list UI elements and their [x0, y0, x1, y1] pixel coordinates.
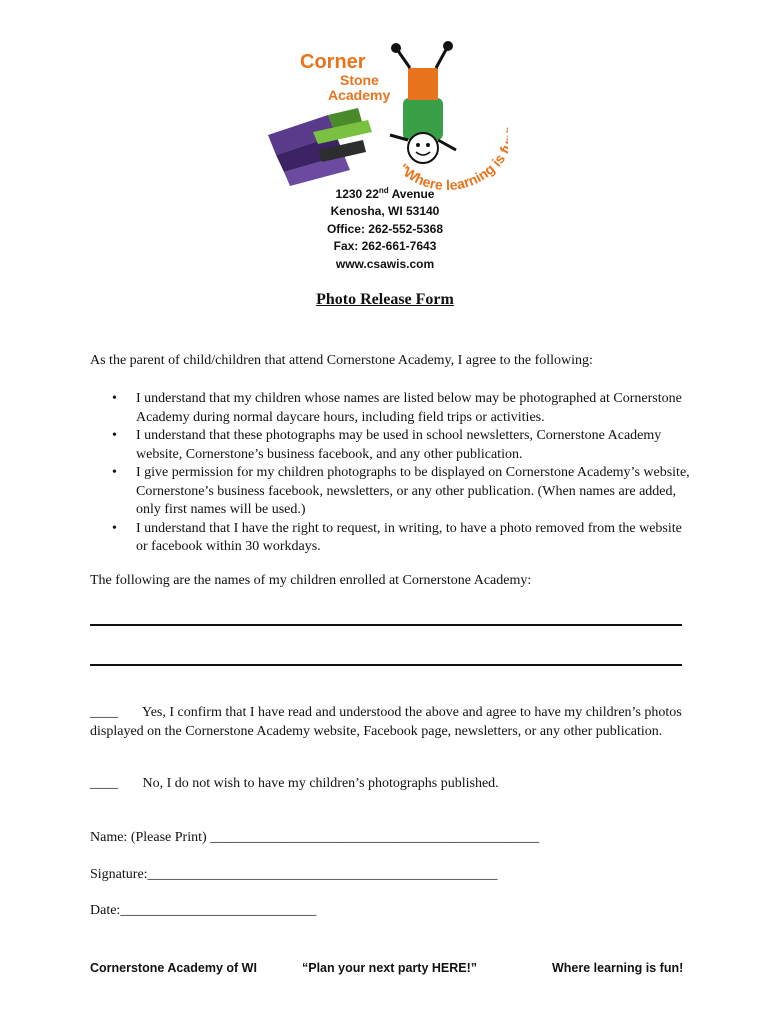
footer-left: Cornerstone Academy of WI	[90, 961, 257, 975]
bullet-icon: •	[112, 391, 117, 406]
agreement-list	[112, 390, 692, 557]
address-office-phone: Office: 262-552-5368	[326, 222, 444, 236]
logo-word-corner: Corner	[300, 51, 366, 73]
signature-label: Signature:	[90, 867, 148, 882]
date-input-line[interactable]: ____________________________	[120, 903, 317, 918]
child-name-line-2[interactable]	[90, 664, 682, 666]
footer-center: “Plan your next party HERE!”	[302, 961, 478, 975]
name-label: Name: (Please Print)	[90, 830, 211, 845]
consent-no	[90, 775, 690, 794]
address-city: Kenosha, WI 53140	[330, 204, 440, 218]
children-prompt: The following are the names of my children enrolled at Cornerstone Academy:	[90, 573, 532, 588]
child-figure-icon	[390, 41, 456, 163]
name-field	[90, 829, 690, 848]
consent-yes	[90, 704, 690, 741]
name-input-line[interactable]: _______________________________________________	[210, 830, 540, 845]
signature-field	[90, 866, 690, 885]
bullet-icon: •	[112, 520, 117, 536]
no-checkbox-blank[interactable]: ____	[90, 776, 118, 791]
yes-checkbox-blank[interactable]: ____	[90, 705, 118, 720]
cornerstone-logo	[258, 40, 508, 190]
logo-graphic	[258, 40, 508, 190]
address-website[interactable]: www.csawis.com	[335, 257, 435, 271]
list-item: • I understand that these photographs may be used in school newsletters, Cornerstone Academy website, Cornerstone’s business facebook, and any other publication.	[112, 428, 662, 462]
bullet-icon: •	[112, 465, 117, 480]
list-item: • I understand that I have the right to request, in writing, to have a photo removed from the website or facebook within 30 workdays.	[112, 520, 682, 554]
logo-tagline: "Where learning is	[395, 150, 508, 190]
logo-word-stone: Stone	[340, 72, 379, 88]
page-title: Photo Release Form	[316, 291, 454, 308]
footer-right: Where learning is fun!	[552, 961, 684, 975]
bullet-icon: •	[112, 428, 117, 443]
crayons-icon	[268, 108, 372, 186]
list-item: • I give permission for my children photographs to be displayed on Cornerstone Academy’s website, Cornerstone’s business facebook, newsletters, or any other publication. (When names are added, only first names will be used.)	[112, 465, 690, 517]
date-field	[90, 902, 690, 921]
no-text: No, I do not wish to have my children’s photographs published.	[142, 776, 499, 791]
logo-word-academy: Academy	[328, 87, 391, 103]
address-street: 1230 22nd Avenue	[335, 186, 435, 201]
list-item: • I understand that my children whose names are listed below may be photographed at Cornerstone Academy during normal daycare hours, including field trips or activities.	[112, 391, 682, 425]
address-fax: Fax: 262-661-7643	[333, 239, 437, 253]
date-label: Date:	[90, 903, 121, 918]
signature-input-line[interactable]: __________________________________________________	[147, 867, 498, 882]
intro-text: As the parent of child/children that attend Cornerstone Academy, I agree to the following:	[90, 353, 593, 368]
child-name-line-1[interactable]	[90, 624, 682, 626]
yes-text: Yes, I confirm that I have read and understood the above and agree to have my children’s photos displayed on the Cornerstone Academy website, Facebook page, newsletters, or any other publication.	[90, 705, 682, 739]
